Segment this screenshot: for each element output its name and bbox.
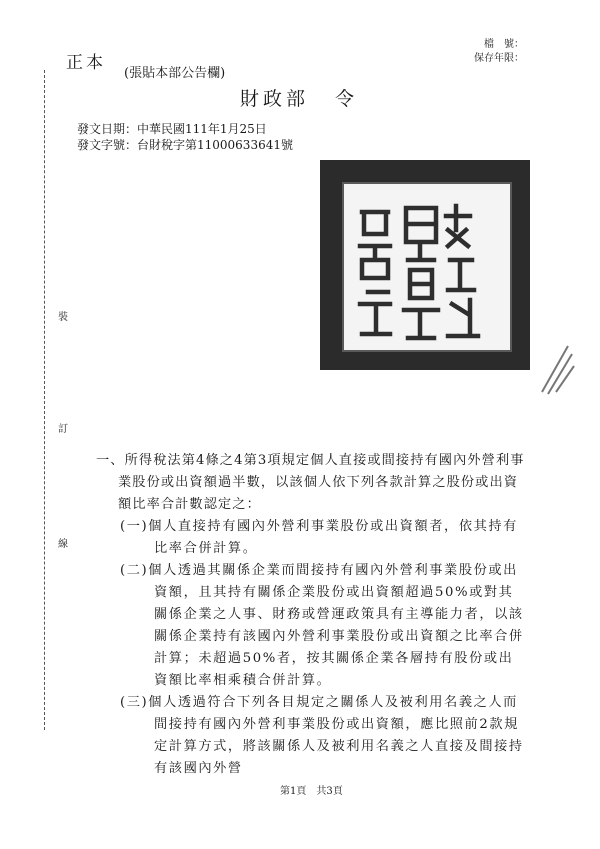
order-body (96, 450, 526, 780)
notice-board-label: (張貼本部公告欄) (124, 66, 226, 81)
title-ministry: 財政部 (240, 88, 310, 110)
sub-item-2: (二)個人透過其關係企業而間接持有國內外營利事業股份或出資額，且其持有關係企業股份或出資額超過50%或對其關係企業之人事、財務或營運政策具有主導能力者，以該關係企業持有該國內外營利事業股份或出資額之比率合併計算；未超過50%者，按其關係企業各層持有股份或出資額比率相乘積合併計算。 (120, 563, 524, 688)
seal-glyphs (320, 160, 530, 370)
sub-item-3: (三)個人透過符合下列各目規定之關係人及被利用名義之人而間接持有國內外營利事業股份或出資額，應比照前2款規定計算方式，將該關係人及被利用名義之人直接及間接持有該國內外營 (120, 695, 524, 776)
title-order: 令 (335, 88, 359, 110)
official-seal-icon (320, 160, 530, 370)
item-1: 一、所得稅法第4條之4第3項規定個人直接或間接持有國內外營利事業股份或出資額過半數，以該個人依下列各款計算之股份或出資額比率合計數認定之： (96, 453, 525, 512)
binding-char: 線 (58, 539, 68, 550)
sub-item-1: (一)個人直接持有國內外營利事業股份或出資額者，依其持有比率合併計算。 (120, 519, 518, 556)
file-meta (454, 38, 524, 66)
binding-line (44, 70, 45, 730)
copy-mark: 正本 (66, 53, 106, 73)
file-number-label: 檔 號： (484, 39, 524, 50)
page-number: 第1頁 共3頁 (280, 786, 343, 797)
binding-char: 訂 (58, 424, 68, 435)
issue-info (77, 121, 293, 153)
issue-reference: 發文字號：台財稅字第11000633641號 (77, 138, 293, 152)
page-title (240, 84, 358, 111)
binding-char: 裝 (58, 312, 68, 323)
retention-label: 保存年限： (474, 53, 524, 64)
issue-date: 發文日期：中華民國111年1月25日 (77, 122, 267, 136)
scan-mark-icon (538, 342, 576, 396)
